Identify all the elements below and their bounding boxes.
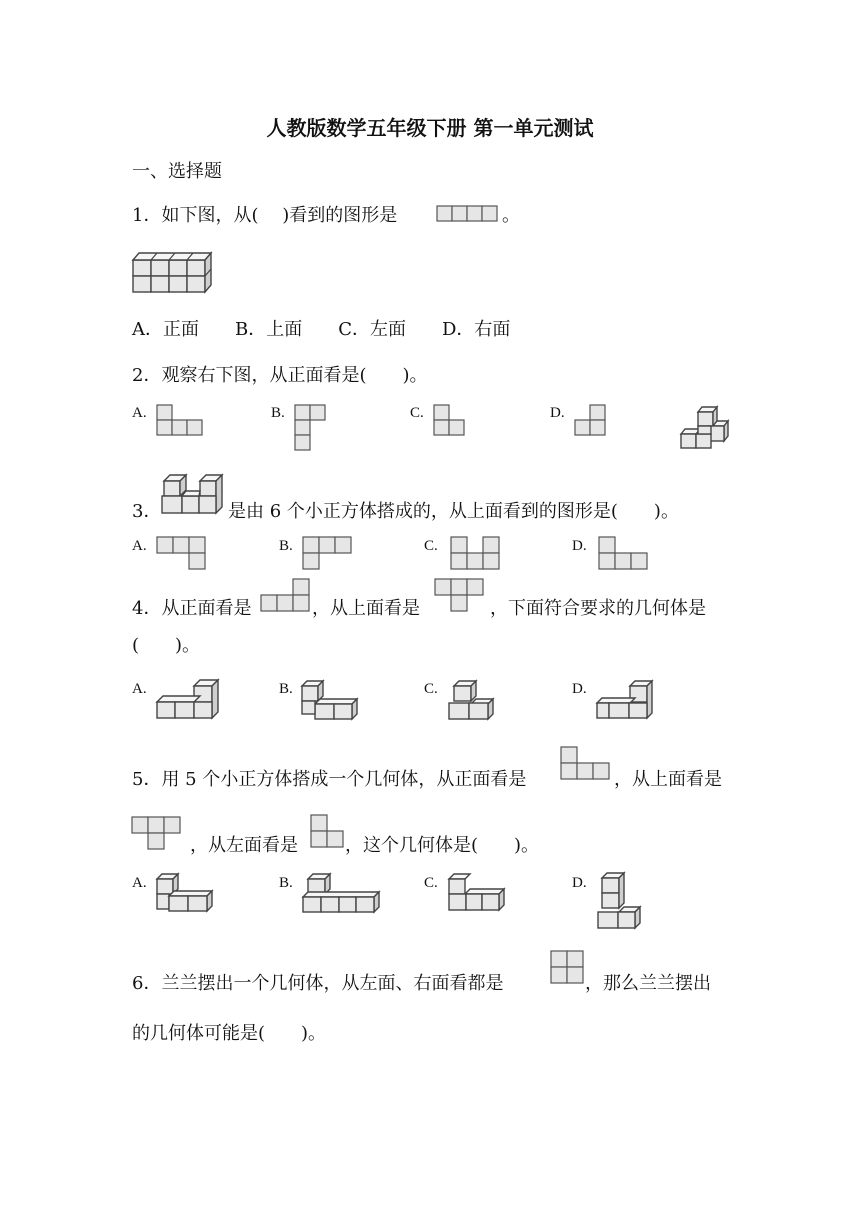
- q2-option-a-figure: [156, 404, 206, 440]
- q4-text-part3: ，下面符合要求的几何体是: [490, 598, 706, 619]
- q5-option-c-label[interactable]: C.: [424, 875, 438, 891]
- q5-text-part1: 5．用 5 个小正方体搭成一个几何体，从正面看是: [132, 769, 527, 790]
- q4-front-view-figure: [260, 578, 312, 614]
- q5-top-view-figure: [131, 816, 183, 852]
- q2-solid-figure: [680, 406, 730, 450]
- q3-number: 3．: [132, 501, 162, 522]
- q5-option-b-label[interactable]: B.: [279, 875, 293, 891]
- q2-option-d-label[interactable]: D.: [550, 405, 565, 421]
- q3-option-c-figure: [450, 536, 502, 572]
- q1-text: 1．如下图，从( )看到的图形是: [132, 205, 398, 226]
- q5-option-a-figure: [156, 872, 216, 918]
- q5-option-d-figure: [596, 872, 646, 934]
- q1-text-end: 。: [502, 205, 520, 226]
- q3-option-b-label[interactable]: B.: [279, 538, 293, 554]
- q4-option-d-label[interactable]: D.: [572, 681, 587, 697]
- q2-option-d-figure: [574, 404, 610, 440]
- q3-option-d-label[interactable]: D.: [572, 538, 587, 554]
- q5-left-view-figure: [310, 814, 346, 850]
- q6-side-view-figure: [550, 950, 586, 986]
- q6-text-part2: ，那么兰兰摆出: [585, 973, 711, 994]
- q3-option-d-figure: [598, 536, 650, 572]
- q4-text-part1: 4．从正面看是: [132, 598, 252, 619]
- page-title: 人教版数学五年级下册 第一单元测试: [266, 116, 594, 140]
- q1-solid-figure: [132, 250, 212, 294]
- q4-option-d-figure: [596, 678, 656, 724]
- q4-text-part2: ，从上面看是: [312, 598, 420, 619]
- q1-view-figure: [436, 205, 500, 223]
- q3-text: 是由 6 个小正方体搭成的，从上面看到的图形是( )。: [228, 501, 679, 522]
- q4-option-c-label[interactable]: C.: [424, 681, 438, 697]
- q4-option-a-figure: [156, 678, 222, 724]
- q4-option-a-label[interactable]: A.: [132, 681, 147, 697]
- q5-text-part4: ，这个几何体是( )。: [345, 835, 540, 856]
- q4-text-line2: ( )。: [132, 635, 201, 656]
- q6-text-line2: 的几何体可能是( )。: [132, 1023, 327, 1044]
- q3-option-a-figure: [156, 536, 208, 572]
- section-heading: 一、选择题: [132, 161, 222, 182]
- q5-front-view-figure: [560, 746, 612, 782]
- q5-option-b-figure: [302, 872, 382, 918]
- q6-text-part1: 6．兰兰摆出一个几何体，从左面、右面看都是: [132, 973, 504, 994]
- q5-text-part2: ，从上面看是: [614, 769, 722, 790]
- q2-text: 2．观察右下图，从正面看是( )。: [132, 365, 428, 386]
- q5-option-c-figure: [448, 872, 508, 918]
- q2-option-b-label[interactable]: B.: [271, 405, 285, 421]
- q3-option-a-label[interactable]: A.: [132, 538, 147, 554]
- q3-option-c-label[interactable]: C.: [424, 538, 438, 554]
- q4-option-b-label[interactable]: B.: [279, 681, 293, 697]
- q1-options: A．正面 B．上面 C．左面 D．右面: [132, 319, 511, 340]
- q4-option-b-figure: [301, 678, 361, 724]
- q2-option-a-label[interactable]: A.: [132, 405, 147, 421]
- q2-option-c-label[interactable]: C.: [410, 405, 424, 421]
- q2-option-c-figure: [433, 404, 469, 440]
- q5-option-a-label[interactable]: A.: [132, 875, 147, 891]
- q2-option-b-figure: [294, 404, 330, 456]
- q3-option-b-figure: [302, 536, 354, 572]
- q4-option-c-figure: [448, 678, 498, 724]
- q3-solid-figure: [160, 472, 228, 516]
- q4-top-view-figure: [434, 578, 486, 614]
- q5-text-part3: ，从左面看是: [190, 835, 298, 856]
- q5-option-d-label[interactable]: D.: [572, 875, 587, 891]
